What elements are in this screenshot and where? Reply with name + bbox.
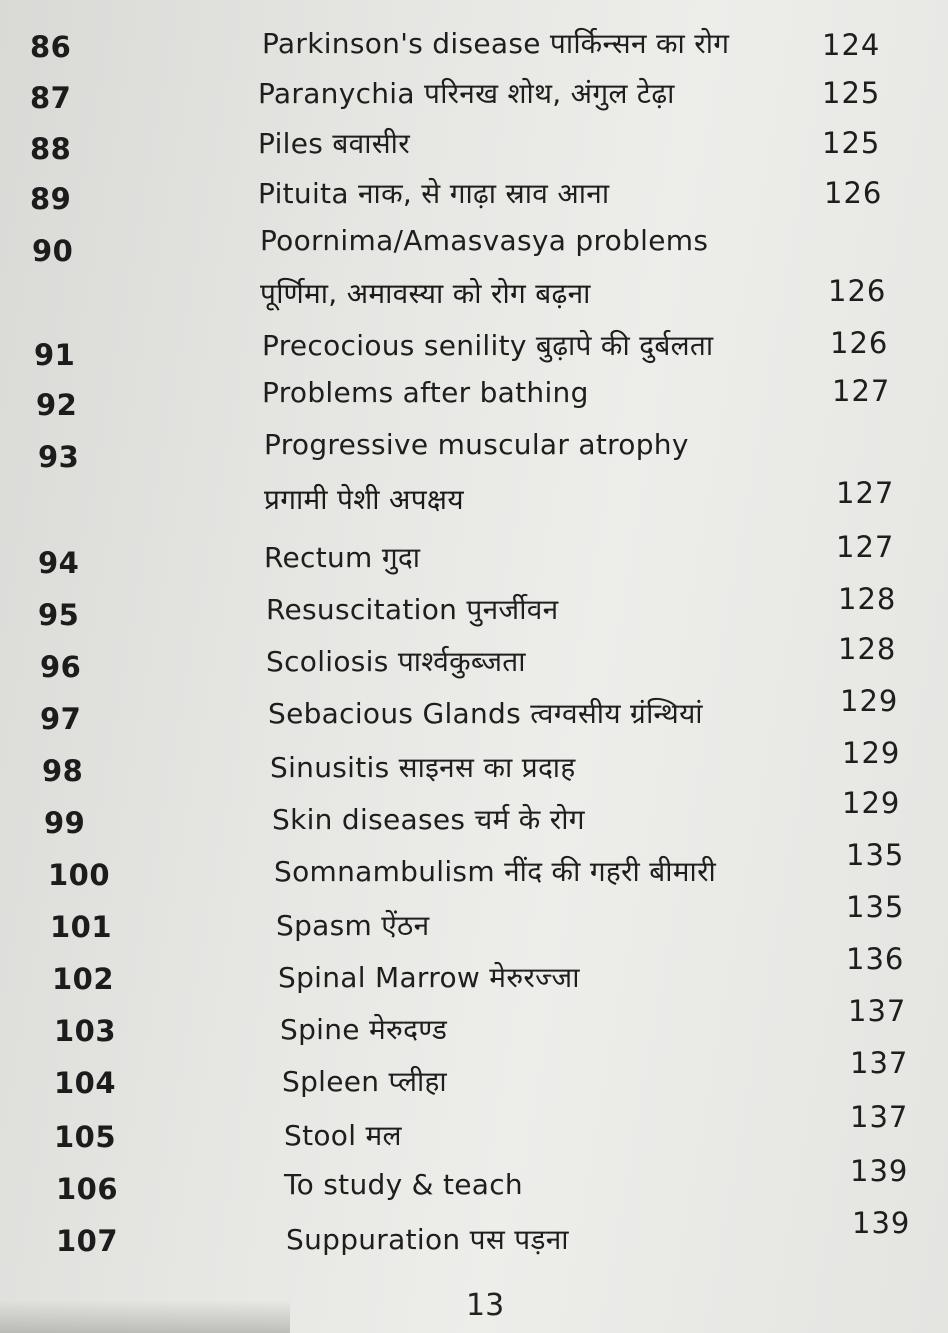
entry-page: 129 (842, 786, 901, 820)
toc-entry (0, 786, 948, 846)
toc-entry (0, 326, 948, 378)
entry-page: 129 (840, 684, 899, 718)
entry-title: Scoliosis पार्श्वकुब्जता (266, 645, 526, 678)
entry-number: 101 (50, 910, 113, 944)
entry-title: Spleen प्लीहा (282, 1065, 447, 1098)
toc-entry (0, 530, 948, 586)
entry-page: 137 (848, 994, 907, 1028)
entry-page: 127 (836, 530, 895, 564)
toc-entry (0, 74, 948, 126)
entry-page: 128 (838, 632, 897, 666)
entry-page: 127 (836, 476, 895, 510)
entry-number: 99 (44, 806, 86, 840)
entry-title: Somnambulism नींद की गहरी बीमारी (274, 855, 717, 888)
entry-number: 106 (56, 1172, 119, 1206)
toc-entry (0, 994, 948, 1054)
entry-title: Progressive muscular atrophy (264, 428, 689, 461)
entry-number: 104 (54, 1066, 117, 1100)
entry-title: Rectum गुदा (264, 541, 421, 574)
toc-entry (0, 684, 948, 742)
entry-page: 137 (850, 1100, 909, 1134)
entry-title: Resuscitation पुनर्जीवन (266, 593, 559, 626)
entry-title: Poornima/Amasvasya problems (260, 224, 709, 257)
toc-entry (0, 1046, 948, 1106)
toc-entry (0, 1100, 948, 1158)
toc-entry (0, 890, 948, 950)
toc-entry (0, 224, 948, 328)
entry-title: Paranychia परिनख शोथ, अंगुल टेढ़ा (258, 77, 675, 110)
entry-title: Pituita नाक, से गाढ़ा स्राव आना (258, 177, 610, 210)
entry-page: 139 (852, 1206, 911, 1240)
toc-entry (0, 1154, 948, 1212)
entry-number: 98 (42, 754, 84, 788)
toc-entry (0, 428, 948, 532)
entry-title: Spinal Marrow मेरुरज्जा (278, 961, 580, 994)
entry-number: 86 (30, 30, 72, 64)
entry-title: Precocious senility बुढ़ापे की दुर्बलता (262, 329, 714, 362)
entry-title: To study & teach (284, 1168, 523, 1201)
entry-page: 136 (846, 942, 905, 976)
entry-title: Parkinson's disease पार्किन्सन का रोग (262, 27, 730, 60)
entry-page: 128 (838, 582, 897, 616)
entry-number: 100 (48, 858, 111, 892)
entry-title-continued: पूर्णिमा, अमावस्या को रोग बढ़ना (260, 277, 591, 310)
toc-entry (0, 124, 948, 176)
entry-page: 139 (850, 1154, 909, 1188)
entry-page: 124 (822, 28, 881, 62)
toc-entry (0, 376, 948, 428)
page-edge-shadow (0, 1300, 290, 1333)
entry-page: 126 (828, 274, 887, 308)
entry-title: Sinusitis साइनस का प्रदाह (270, 751, 576, 784)
entry-title: Skin diseases चर्म के रोग (272, 803, 585, 836)
entry-page: 125 (822, 126, 881, 160)
entry-title: Sebacious Glands त्वग्वसीय ग्रंन्थियां (268, 697, 703, 730)
entry-title: Problems after bathing (262, 376, 589, 409)
entry-number: 87 (30, 81, 72, 115)
entry-page: 137 (850, 1046, 909, 1080)
entry-page: 135 (846, 838, 905, 872)
entry-title: Spine मेरुदण्ड (280, 1013, 448, 1046)
entry-number: 89 (30, 182, 72, 216)
entry-number: 88 (30, 132, 72, 166)
entry-number: 103 (54, 1014, 117, 1048)
entry-number: 107 (56, 1224, 119, 1258)
entry-number: 102 (52, 962, 115, 996)
entry-page: 126 (824, 176, 883, 210)
entry-number: 91 (34, 338, 76, 372)
toc-entry (0, 1206, 948, 1264)
entry-page: 129 (842, 736, 901, 770)
entry-page: 126 (830, 326, 889, 360)
entry-number: 92 (36, 388, 78, 422)
entry-number: 93 (38, 440, 80, 474)
toc-entry (0, 582, 948, 638)
entry-number: 90 (32, 234, 74, 268)
entry-title: Spasm ऐंठन (276, 909, 430, 942)
toc-entry (0, 24, 948, 76)
toc-entry (0, 838, 948, 898)
toc-entry (0, 632, 948, 690)
entry-page: 135 (846, 890, 905, 924)
entry-title: Suppuration पस पड़ना (286, 1223, 569, 1256)
entry-title: Piles बवासीर (258, 127, 410, 160)
entry-title: Stool मल (284, 1119, 402, 1152)
entry-page: 127 (832, 374, 891, 408)
page-number: 13 (466, 1288, 505, 1323)
toc-entry (0, 942, 948, 1002)
entry-title-continued: प्रगामी पेशी अपक्षय (264, 483, 464, 516)
entry-number: 97 (40, 702, 82, 736)
entry-number: 105 (54, 1120, 117, 1154)
entry-page: 125 (822, 76, 881, 110)
entry-number: 95 (38, 598, 80, 632)
toc-entry (0, 174, 948, 226)
entry-number: 94 (38, 546, 80, 580)
entry-number: 96 (40, 650, 82, 684)
toc-entry (0, 736, 948, 794)
